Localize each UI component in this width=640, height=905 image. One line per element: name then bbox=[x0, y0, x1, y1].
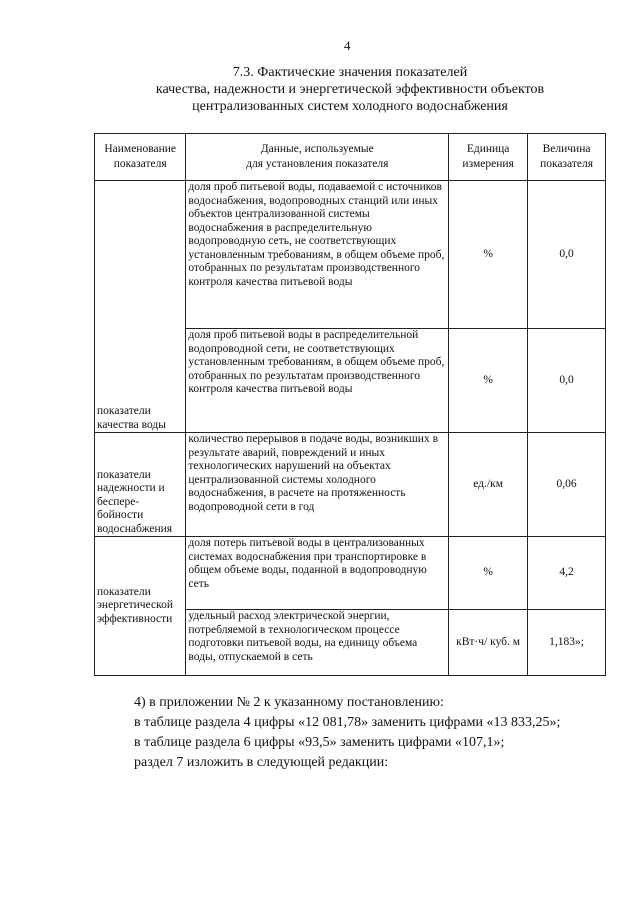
row-value: 1,183»; bbox=[528, 610, 606, 676]
amendment-line-1: 4) в приложении № 2 к указанному постановлению: bbox=[134, 695, 444, 710]
row-unit: кВт·ч/ куб. м bbox=[449, 610, 528, 676]
row-description: доля проб питьевой воды в распределительной водопроводной сети, не соответствующих установленным требованиям, в общем объеме проб, отобранных по результатам производственного контроля качества питьевой воды bbox=[186, 329, 449, 433]
row-value: 4,2 bbox=[528, 537, 606, 610]
amendment-text bbox=[134, 693, 614, 773]
row-value: 0,0 bbox=[528, 181, 606, 329]
row-unit: % bbox=[449, 537, 528, 610]
group-quality-name: показатели качества воды bbox=[95, 181, 186, 433]
table-row bbox=[95, 433, 606, 537]
header-unit: Единица измерения bbox=[449, 134, 528, 181]
amendment-line-2: в таблице раздела 4 цифры «12 081,78» заменить цифрами «13 833,25»; bbox=[134, 715, 561, 730]
amendment-line-4: раздел 7 изложить в следующей редакции: bbox=[134, 755, 389, 770]
row-value: 0,06 bbox=[528, 433, 606, 537]
group-efficiency-name: показатели энергетической эффективности bbox=[95, 537, 186, 676]
header-value: Величина показателя bbox=[528, 134, 606, 181]
header-data-used: Данные, используемые для установления показателя bbox=[186, 134, 449, 181]
row-unit: % bbox=[449, 181, 528, 329]
row-value: 0,0 bbox=[528, 329, 606, 433]
table-row bbox=[95, 181, 606, 329]
section-title-line-3: централизованных систем холодного водоснабжения bbox=[192, 99, 508, 114]
amendment-line-3: в таблице раздела 6 цифры «93,5» заменить цифрами «107,1»; bbox=[134, 735, 505, 750]
section-title-line-2: качества, надежности и энергетической эффективности объектов bbox=[155, 82, 545, 97]
row-unit: % bbox=[449, 329, 528, 433]
group-reliability-name: показатели надежности и беспере-бойности водоснабжения bbox=[95, 433, 186, 537]
header-indicator-name: Наименование показателя bbox=[95, 134, 186, 181]
table-row bbox=[95, 537, 606, 610]
indicators-table bbox=[94, 133, 606, 676]
row-description: удельный расход электрической энергии, потребляемой в технологическом процессе подготовки питьевой воды, на единицу объема воды, отпускаемой в сеть bbox=[186, 610, 449, 676]
page-number: 4 bbox=[344, 38, 351, 53]
section-title-line-1: 7.3. Фактические значения показателей bbox=[232, 65, 468, 80]
row-description: доля потерь питьевой воды в централизованных системах водоснабжения при транспортировке в общем объеме воды, поданной в водопроводную сеть bbox=[186, 537, 449, 610]
row-description: доля проб питьевой воды, подаваемой с источников водоснабжения, водопроводных станций или иных объектов централизованной системы водоснабжения в распределительную водопроводную сеть, не соответствующих установленным требованиям, в общем объеме проб, отобранных по результатам производственного контроля качества питьевой воды bbox=[186, 181, 449, 329]
section-title bbox=[90, 64, 610, 115]
table-header-row bbox=[95, 134, 606, 181]
row-unit: ед./км bbox=[449, 433, 528, 537]
row-description: количество перерывов в подаче воды, возникших в результате аварий, повреждений и иных технологических нарушений на объектах централизованной системы холодного водоснабжения, в расчете на протяженность водопроводной сети в год bbox=[186, 433, 449, 537]
